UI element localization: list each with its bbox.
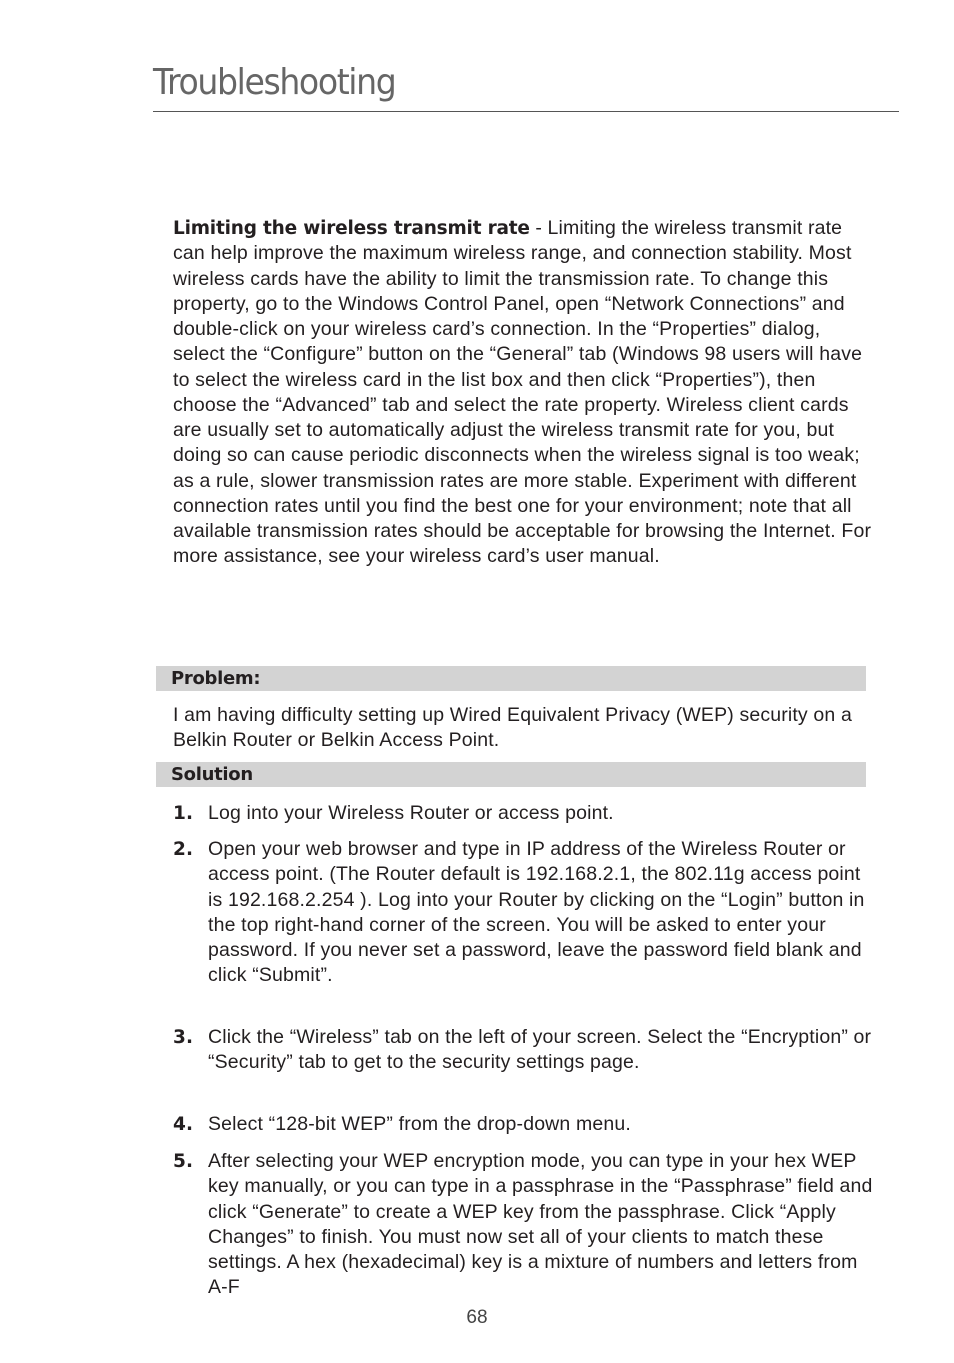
problem-text: I am having difficulty setting up Wired Equivalent Privacy (WEP) security on a Belkin Router or Belkin Access Point. (173, 704, 852, 752)
step-text: After selecting your WEP encryption mode, you can type in your hex WEP key manually, or you can type in a passphrase in the “Passphrase” field and click “Generate” to create a WEP key from the passphrase. Click “Apply Changes” to finish. You must now set all of your clients to match these settings. A hex (hexadecimal) key is a mixture of numbers and letters from A-F (208, 1150, 873, 1299)
solution-heading: Solution (171, 764, 253, 785)
step-number: 2. (173, 839, 194, 860)
problem-heading: Problem: (171, 668, 261, 689)
step-number: 1. (173, 803, 194, 824)
page-number: 68 (466, 1307, 488, 1328)
header-divider (153, 111, 899, 112)
step-text: Open your web browser and type in IP address of the Wireless Router or access point. (The Router default is 192.168.2.1, the 802.11g access point is 192.168.2.254 ). Log into your Router by clicking on the “Login” button in the top right-hand corner of the screen. You will be asked to enter your password. If you never set a password, leave the password field blank and click “Submit”. (208, 838, 865, 987)
problem-heading-bar (156, 666, 866, 691)
step-text: Log into your Wireless Router or access point. (208, 802, 614, 824)
intro-lead: Limiting the wireless transmit rate (173, 218, 530, 239)
intro-paragraph (173, 216, 873, 570)
step-text: Click the “Wireless” tab on the left of your screen. Select the “Encryption” or “Security” tab to get to the security settings page. (208, 1026, 872, 1074)
solution-heading-bar (156, 762, 866, 787)
step-number: 3. (173, 1027, 194, 1048)
intro-text: - Limiting the wireless transmit rate can help improve the maximum wireless range, and connection stability. Most wireless cards have the ability to limit the transmission rate. To change this property, go to the Windows Control Panel, open “Network Connections” and double-click on your wireless card’s connection. In the “Properties” dialog, select the “Configure” button on the “General” tab (Windows 98 users will have to select the wireless card in the list box and then click “Properties”), then choose the “Advanced” tab and select the rate property. Wireless client cards are usually set to automatically adjust the wireless transmit rate for you, but doing so can cause periodic disconnects when the wireless signal is too weak; as a rule, slower transmission rates are more stable. Experiment with different connection rates until you find the best one for your environment; note that all available transmission rates should be acceptable for browsing the Internet. For more assistance, see your wireless card’s user manual. (173, 217, 872, 568)
step-number: 4. (173, 1114, 194, 1135)
step-number: 5. (173, 1151, 194, 1172)
step-text: Select “128-bit WEP” from the drop-down menu. (208, 1113, 631, 1135)
page-title: Troubleshooting (153, 62, 396, 103)
